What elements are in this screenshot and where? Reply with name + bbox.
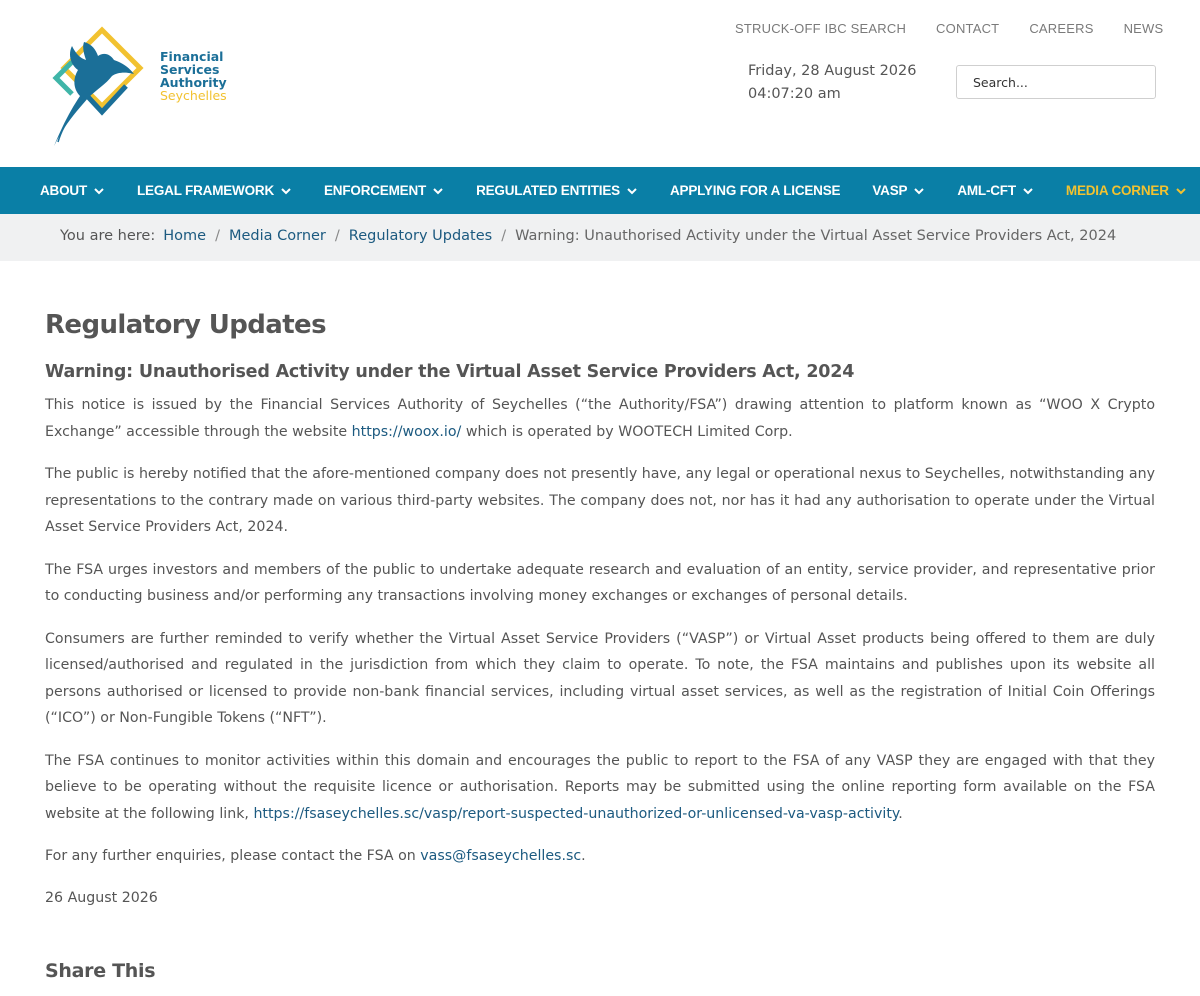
breadcrumb-bar (0, 214, 1200, 261)
contact-email-link[interactable]: vass@fsaseychelles.sc (420, 848, 582, 864)
breadcrumb-separator: / (334, 228, 340, 244)
article-paragraph: Consumers are further reminded to verify whether the Virtual Asset Service Providers (“VASP”) or Virtual Asset products being offered to them are duly licensed/authorised and regulated in the jurisdiction from which they claim to operate. To note, the FSA maintains and publishes upon its website all persons authorised or licensed to provide non-bank financial services, including virtual asset services, as well as the registration of Initial Coin Offerings (“ICO”) or Non-Fungible Tokens (“NFT”). (45, 630, 1155, 726)
main-nav (0, 167, 1200, 214)
report-form-link[interactable]: https://fsaseychelles.sc/vasp/report-suspected-unauthorized-or-unlicensed-va-vasp-activity (253, 805, 899, 822)
topnav-struck-off-ibc-search[interactable]: STRUCK-OFF IBC SEARCH (735, 21, 907, 36)
site-header (0, 0, 1200, 167)
current-time: 04:07:20 am (748, 86, 841, 102)
nav-item-label: APPLYING FOR A LICENSE (669, 183, 841, 198)
nav-item-label: VASP (872, 183, 908, 198)
paragraph-text: The FSA continues to monitor activities within this domain and encourages the public to report to the FSA of any VASP they are engaged with that they believe to be operating without the requisite licence or authorisation. Reports may be submitted using the online reporting form available on the FSA website at the following link, (45, 752, 1155, 822)
page-title: Regulatory Updates (45, 310, 326, 340)
logo-line: Seychelles (160, 88, 227, 103)
article-title: Warning: Unauthorised Activity under the Virtual Asset Service Providers Act, 2024 (45, 362, 855, 382)
woox-website-link[interactable]: https://woox.io/ (351, 423, 462, 440)
chevron-down-icon (1022, 187, 1034, 195)
nav-item-enforcement[interactable] (308, 167, 460, 214)
article-paragraph (45, 843, 1155, 870)
breadcrumb-current: Warning: Unauthorised Activity under the Virtual Asset Service Providers Act, 2024 (515, 228, 1117, 244)
nav-item-label: REGULATED ENTITIES (476, 183, 620, 198)
topnav-news[interactable]: NEWS (1123, 21, 1164, 36)
paragraph-text: . (581, 848, 586, 864)
chevron-down-icon (280, 187, 292, 195)
article-paragraph (45, 392, 1155, 445)
nav-item-label: AML-CFT (957, 183, 1016, 198)
article-paragraph (45, 748, 1155, 828)
breadcrumb-media-corner[interactable]: Media Corner (228, 228, 326, 244)
nav-item-media-corner[interactable] (1050, 167, 1200, 214)
share-heading: Share This (45, 960, 156, 982)
breadcrumb-separator: / (501, 228, 507, 244)
article-paragraph: The FSA urges investors and members of the public to undertake adequate research and evaluation of an entity, service provider, and representative prior to conducting business and/or performing any transactions involving money exchanges or exchanges of personal details. (45, 561, 1155, 604)
breadcrumb-home[interactable]: Home (163, 228, 207, 244)
paragraph-text: which is operated by WOOTECH Limited Corp. (461, 423, 793, 440)
logo-line: Services (160, 62, 220, 77)
current-datetime (748, 60, 916, 106)
paragraph-text: . (898, 805, 903, 822)
nav-item-label: LEGAL FRAMEWORK (137, 183, 274, 198)
nav-item-aml-cft[interactable] (941, 167, 1050, 214)
logo-wordmark (160, 50, 227, 102)
chevron-down-icon (432, 187, 444, 195)
current-date: Friday, 28 August 2026 (748, 63, 917, 79)
chevron-down-icon (626, 187, 638, 195)
paragraph-text: For any further enquiries, please contact the FSA on (45, 848, 421, 864)
chevron-down-icon (93, 187, 105, 195)
nav-item-legal-framework[interactable] (121, 167, 308, 214)
topnav-contact[interactable]: CONTACT (936, 21, 1000, 36)
nav-item-applying-for-a-license[interactable] (654, 167, 856, 214)
paragraph-text: This notice is issued by the Financial Services Authority of Seychelles (“the Authority/FSA”) drawing attention to platform known as “WOO X Crypto Exchange” accessible through the website (45, 397, 1155, 440)
nav-item-regulated-entities[interactable] (460, 167, 654, 214)
chevron-down-icon (913, 187, 925, 195)
breadcrumb-separator: / (215, 228, 220, 244)
nav-item-vasp[interactable] (856, 167, 941, 214)
nav-item-label: MEDIA CORNER (1065, 183, 1169, 198)
nav-item-label: ABOUT (40, 183, 87, 198)
logo-line: Financial (160, 49, 224, 64)
article-content (45, 310, 1155, 982)
article-date: 26 August 2026 (45, 889, 158, 906)
breadcrumb-regulatory-updates[interactable]: Regulatory Updates (348, 228, 493, 244)
search-input[interactable] (956, 65, 1156, 99)
chevron-down-icon (1175, 187, 1187, 195)
breadcrumb-lead: You are here: (60, 228, 156, 244)
nav-item-label: ENFORCEMENT (324, 183, 427, 198)
utility-nav (720, 21, 1178, 36)
breadcrumb (60, 228, 1116, 244)
nav-item-about[interactable] (24, 167, 121, 214)
article-paragraph: The public is hereby notified that the afore-mentioned company does not presently have, any legal or operational nexus to Seychelles, notwithstanding any representations to the contrary made on various third-party websites. The company does not, nor has it had any authorisation to operate under the Virtual Asset Service Providers Act, 2024. (45, 466, 1155, 535)
logo-line: Authority (160, 75, 227, 90)
topnav-careers[interactable]: CAREERS (1029, 21, 1094, 36)
